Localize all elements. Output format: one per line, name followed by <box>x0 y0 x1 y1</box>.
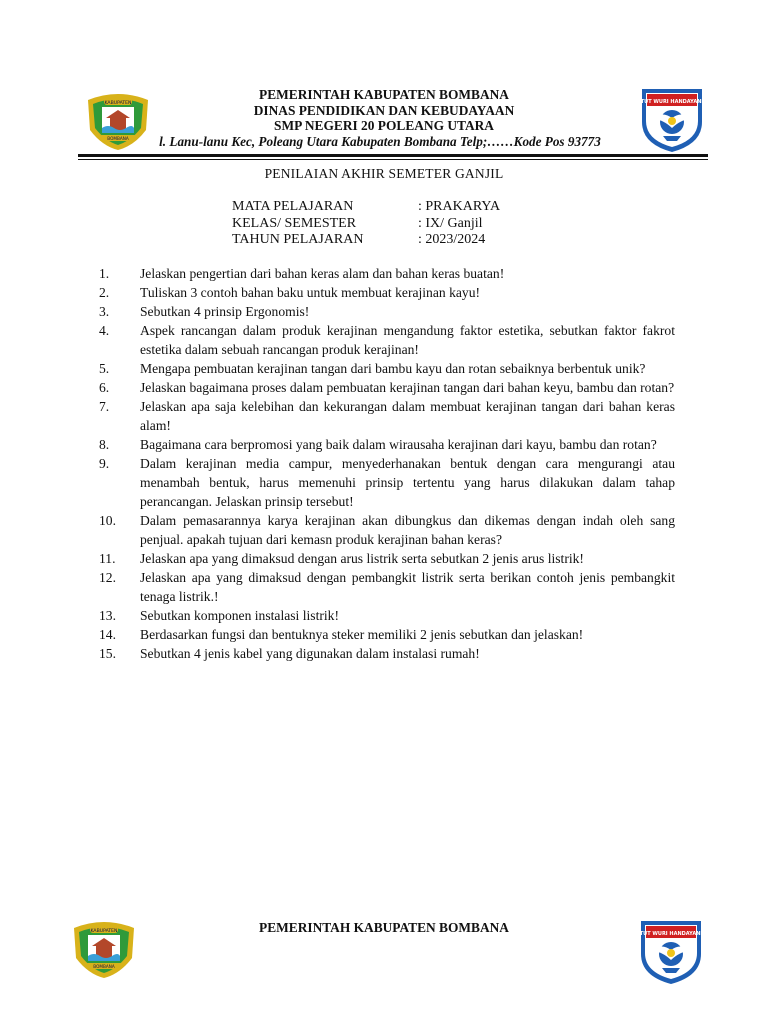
meta-value: : 2023/2024 <box>418 232 486 247</box>
question-number: 10. <box>99 513 116 528</box>
svg-text:KABUPATEN: KABUPATEN <box>104 100 132 106</box>
question-item <box>99 549 675 568</box>
question-text: Berdasarkan fungsi dan bentuknya steker memiliki 2 jenis sebutkan dan jelaskan! <box>140 627 584 642</box>
question-item <box>99 511 675 549</box>
question-text: Sebutkan komponen instalasi listrik! <box>140 608 339 623</box>
question-item <box>99 359 675 378</box>
question-text: Sebutkan 4 jenis kabel yang digunakan dalam instalasi rumah! <box>140 646 480 661</box>
question-number: 6. <box>99 380 110 395</box>
question-item <box>99 397 675 435</box>
exam-meta <box>232 199 500 249</box>
meta-row <box>232 199 500 216</box>
question-number: 15. <box>99 646 116 661</box>
question-text: Aspek rancangan dalam produk kerajinan mengandung faktor estetika, sebutkan faktor fakrot estetika dalam sebuah rancangan produk kerajinan! <box>140 323 675 357</box>
question-item <box>99 264 675 283</box>
question-item <box>99 454 675 511</box>
meta-label: TAHUN PELAJARAN <box>232 232 364 247</box>
meta-label: MATA PELAJARAN <box>232 199 354 214</box>
question-number: 3. <box>99 304 110 319</box>
svg-text:BOMBANA: BOMBANA <box>93 963 115 969</box>
question-item <box>99 302 675 321</box>
question-text: Dalam kerajinan media campur, menyederhanakan bentuk dengan cara mengurangi atau menambah bentuk, harus memenuhi prinsip tertentu yang harus dilakukan dalam tahap perancangan. Jelaskan prinsip tersebut! <box>140 456 675 509</box>
question-item <box>99 568 675 606</box>
letterhead-rule-thin <box>78 159 708 160</box>
letterhead-line-2: DINAS PENDIDIKAN DAN KEBUDAYAAN <box>253 103 515 118</box>
question-text: Sebutkan 4 prinsip Ergonomis! <box>140 304 310 319</box>
footer-letterhead-line: PEMERINTAH KABUPATEN BOMBANA <box>259 920 509 935</box>
question-item <box>99 625 675 644</box>
tut-wuri-handayani-icon <box>638 916 704 986</box>
question-item <box>99 321 675 359</box>
question-number: 2. <box>99 285 110 300</box>
meta-label: KELAS/ SEMESTER <box>232 215 357 231</box>
question-text: Dalam pemasarannya karya kerajinan akan dibungkus dan dikemas dengan indah oleh sang penjual. apakah tujuan dari kemasn produk kerajinan bahan keras? <box>140 513 675 547</box>
svg-text:KABUPATEN: KABUPATEN <box>90 928 118 934</box>
question-list <box>99 264 675 663</box>
svg-text:BOMBANA: BOMBANA <box>107 135 129 141</box>
meta-row <box>232 232 500 249</box>
question-text: Mengapa pembuatan kerajinan tangan dari bambu kayu dan rotan sebaiknya berbentuk unik? <box>140 361 646 376</box>
meta-value: : IX/ Ganjil <box>418 215 483 231</box>
question-number: 11. <box>99 551 116 566</box>
question-number: 13. <box>99 608 116 623</box>
meta-row <box>232 216 500 233</box>
question-text: Jelaskan pengertian dari bahan keras alam dan bahan keras buatan! <box>140 266 505 281</box>
question-text: Jelaskan apa yang dimaksud dengan pembangkit listrik serta berikan contoh jenis pembangkit tenaga listrik.! <box>140 570 675 604</box>
question-number: 9. <box>99 456 110 471</box>
letterhead-line-1: PEMERINTAH KABUPATEN BOMBANA <box>259 87 509 102</box>
question-number: 14. <box>99 627 116 642</box>
question-item <box>99 378 675 397</box>
letterhead-rule-thick <box>78 154 708 157</box>
question-text: Jelaskan bagaimana proses dalam pembuatan kerajinan tangan dari bahan keyu, bambu dan rotan? <box>140 380 675 395</box>
question-text: Jelaskan apa saja kelebihan dan kekurangan dalam membuat kerajinan tangan dari bahan keras alam! <box>140 399 675 433</box>
question-item <box>99 644 675 663</box>
question-number: 1. <box>99 266 110 281</box>
question-number: 5. <box>99 361 110 376</box>
letterhead-line-3: SMP NEGERI 20 POLEANG UTARA <box>274 118 494 133</box>
question-number: 4. <box>99 323 110 338</box>
letterhead-address: l. Lanu-lanu Kec, Poleang Utara Kabupaten Bombana Telp;……Kode Pos 93773 <box>159 134 601 149</box>
question-number: 8. <box>99 437 110 452</box>
svg-text:TUT WURI HANDAYANI: TUT WURI HANDAYANI <box>640 99 704 105</box>
question-text: Jelaskan apa yang dimaksud dengan arus listrik serta sebutkan 2 jenis arus listrik! <box>140 551 584 566</box>
question-number: 12. <box>99 570 116 585</box>
question-text: Bagaimana cara berpromosi yang baik dalam wirausaha kerajinan dari kayu, bambu dan rotan? <box>140 437 657 452</box>
meta-value: : PRAKARYA <box>418 199 501 214</box>
question-item <box>99 606 675 625</box>
question-text: Tuliskan 3 contoh bahan baku untuk membuat kerajinan kayu! <box>140 285 481 300</box>
question-item <box>99 435 675 454</box>
question-number: 7. <box>99 399 110 414</box>
svg-text:TUT WURI HANDAYANI: TUT WURI HANDAYANI <box>639 931 703 937</box>
question-item <box>99 283 675 302</box>
exam-title: PENILAIAN AKHIR SEMETER GANJIL <box>264 166 504 181</box>
